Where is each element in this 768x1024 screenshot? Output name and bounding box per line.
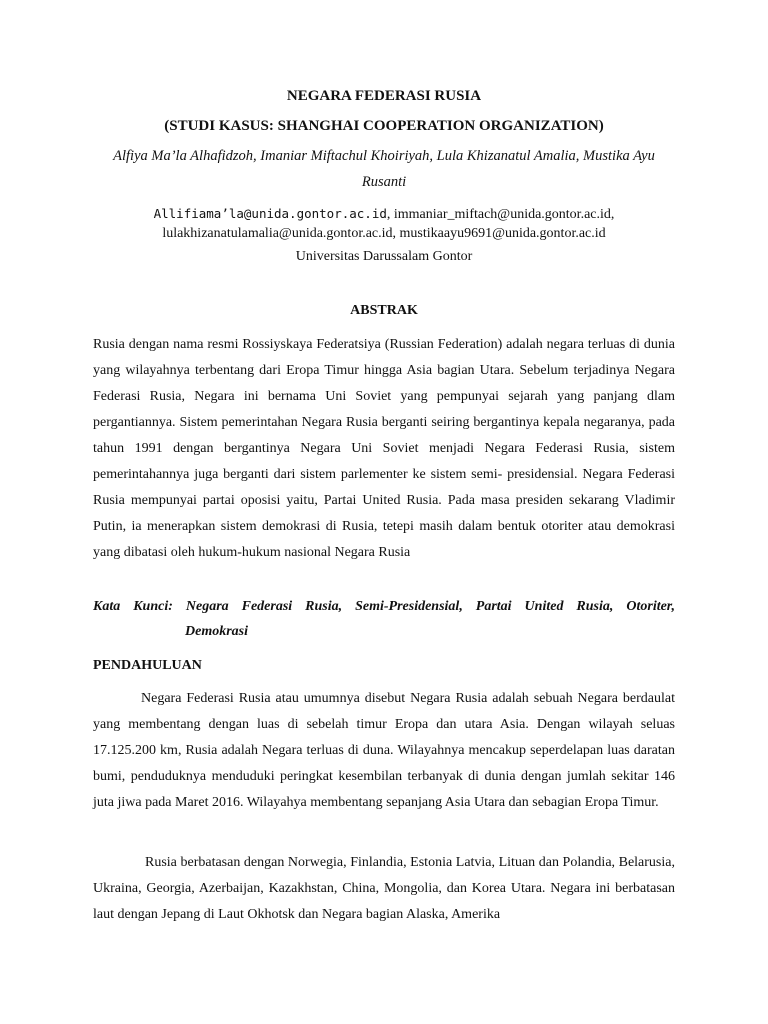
keywords bbox=[93, 594, 675, 644]
abstract-text: Rusia dengan nama resmi Rossiyskaya Federatsiya (Russian Federation) adalah negara terluas di dunia yang wilayahnya terbentang dari Eropa Timur hingga Asia bagian Utara. Sebelum terjadinya Negara Federasi Rusia, Negara ini bernama Uni Soviet yang pempunyai sejarah yang panjang dlam pergantiannya. Sistem pemerintahan Negara Rusia berganti seiring bergantinya kepala negaranya, pada tahun 1991 dengan bergantinya Negara Uni Soviet menjadi Negara Federasi Rusia, sistem pemerintahannya juga berganti dari sistem parlementer ke sistem semi- presidensial. Negara Federasi Rusia mempunyai partai oposisi yaitu, Partai United Rusia. Pada masa presiden sekarang Vladimir Putin, ia menerapkan sistem demokrasi di Rusia, tetepi masih dalam bentuk otoriter atau demokrasi yang dibatasi oleh hukum-hukum nasional Negara Rusia bbox=[93, 337, 675, 560]
abstract-heading: ABSTRAK bbox=[350, 303, 418, 318]
author-emails bbox=[93, 204, 675, 243]
affiliation: Universitas Darussalam Gontor bbox=[295, 249, 473, 264]
introduction-paragraph-2: Rusia berbatasan dengan Norwegia, Finlandia, Estonia Latvia, Lituan dan Polandia, Belarusia, Ukraina, Georgia, Azerbaijan, Kazakhstan, China, Mongolia, dan Korea Utara. Negara ini berbatasan laut dengan Jepang di Laut Okhotsk dan Negara bagian Alaska, Amerika bbox=[93, 855, 675, 922]
email-rest-line1: , immaniar_miftach@unida.gontor.ac.id, bbox=[386, 207, 615, 222]
author-list: Alfiya Ma’la Alhafidzoh, Imaniar Miftachul Khoiriyah, Lula Khizanatul Amalia, Mustika Ayu Rusanti bbox=[113, 148, 655, 190]
keywords-line2: Demokrasi bbox=[185, 624, 248, 639]
introduction-paragraph-1: Negara Federasi Rusia atau umumnya disebut Negara Rusia adalah sebuah Negara berdaulat yang membentang dengan luas di sebelah timur Eropa dan utara Asia. Dengan wilayah seluas 17.125.200 km, Rusia adalah Negara terluas di duna. Wilayahnya mencakup seperdelapan luas daratan bumi, penduduknya menduduki peringkat kesembilan terbanyak di dunia dengan jumlah sekitar 146 juta jiwa pada Maret 2016. Wilayahya membentang sepanjang Asia Utara dan sebagian Eropa Timur. bbox=[93, 691, 675, 810]
email-line2: lulakhizanatulamalia@unida.gontor.ac.id, mustikaayu9691@unida.gontor.ac.id bbox=[162, 226, 606, 241]
paper-title: NEGARA FEDERASI RUSIA bbox=[286, 88, 482, 104]
email-first: Allifiama’la@unida.gontor.ac.id bbox=[153, 206, 387, 221]
keywords-line1: Kata Kunci: Negara Federasi Rusia, Semi-Presidensial, Partai United Rusia, Otoriter, bbox=[93, 599, 675, 614]
paper-subtitle: (STUDI KASUS: SHANGHAI COOPERATION ORGANIZATION) bbox=[164, 118, 604, 134]
section-heading-introduction: PENDAHULUAN bbox=[93, 658, 202, 673]
